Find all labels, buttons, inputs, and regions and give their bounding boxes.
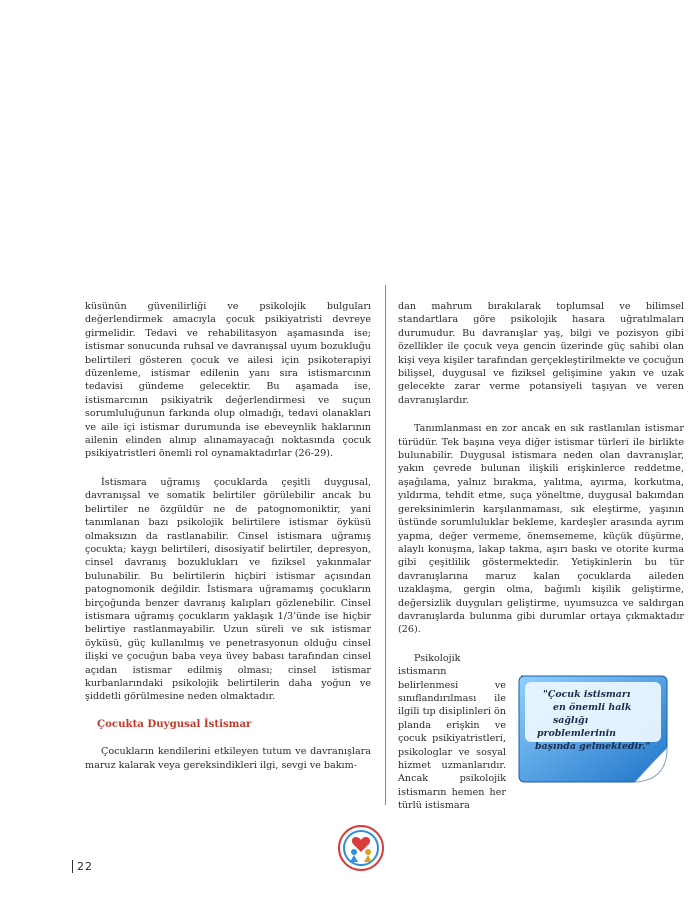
paragraph: Çocukların kendilerini etkileyen tutum ve davranışlara maruz kalarak veya gereksindikleri ilgi, sevgi ve bakım- — [85, 746, 371, 771]
left-column — [85, 300, 371, 772]
paragraph: İstismara uğramış çocuklarda çeşitli duygusal, davranışsal ve somatik belirtiler görülebilir ancak bu belirtiler ne özgüldür ne de patognomoniktir, yani tanımlanan bazı psikolojik belirtilere istismar öyküsü olmaksızın da rastlanabilir. Cinsel istismara uğramış çocukta; kaygı belirtileri, disosiyatif belirtiler, depresyon, cinsel davranış bozuklukları ve fiziksel yakınmalar bulunabilir. Bu belirtilerin hiçbiri istismar açısından patognomonik değildir. İstismara uğramamış çocukların birçoğunda benzer davranış kalıpları gözlenebilir. Cinsel istismara uğramış çocukların yaklaşık 1/3’ünde ise hiçbir belirtiye rastlanmayabilir. Uzun süreli ve sık istismar öyküsü, güç kullanılmış ve penetrasyonun olduğu cinsel ilişki ve çocuğun baba veya üvey babası tarafından cinsel açıdan istismar edilmiş olması; cinsel istismar kurbanlarındaki psikolojik belirtilerin daha yoğun ve şiddetli görülmesine neden olmaktadır. — [85, 476, 371, 703]
page-number: 22 — [72, 860, 93, 873]
sticker-quote-line: başında gelmektedir." — [535, 741, 651, 752]
organization-logo — [335, 822, 387, 874]
quote-sticker — [511, 668, 669, 786]
sticker-quote-line: problemlerinin — [537, 728, 616, 739]
paragraph: Tanımlanması en zor ancak en sık rastlanılan istismar türüdür. Tek başına veya diğer istismar türleri ile birlikte bulunabilir. Duygusal istismara neden olan davranışlar, yakın çevrede bulunan ilişkili erişkinlerce reddetme, aşağılama, yalnız bırakma, yalıtma, ayırma, korkutma, yıldırma, tehdit etme, suça yöneltme, duygusal bakımdan gereksinimlerin karşılanmaması, sık eleştirme, yaşının üstünde sorumluluklar bekleme, kardeşler arasında ayrım yapma, değer vermeme, önemsememe, küçük düşürme, alaylı konuşma, lakap takma, aşırı baskı ve otorite kurma gibi çeşitlilik göstermektedir. Yetişkinlerin bu tür davranışlarına maruz kalan çocuklarda aileden uzaklaşma, gergin olma, bağımlı kişilik geliştirme, değersizlik duyguları geliştirme, uyumsuzca ve saldırgan davranışlarda bulunma gibi durumlar ortaya çıkmaktadır (26). — [398, 423, 684, 636]
sticker-quote-line: "Çocuk istismarı — [543, 689, 631, 700]
paragraph: dan mahrum bırakılarak toplumsal ve bilimsel standartlara göre psikolojik hasara uğratılmaları durumudur. Bu davranışlar yaş, bilgi ve pozisyon gibi özellikler ile çocuk veya gencin üzerinde güç sahibi olan kişi veya kişiler tarafından gerçekleştirilmekte ve çocuğun bilişsel, duygusal ve fiziksel gelişimine yakın ve uzak gelecekte zarar verme potansiyeli taşıyan ve veren davranışlardır. — [398, 301, 684, 406]
sticker-quote-line: en önemli halk sağlığı — [553, 702, 632, 726]
paragraph: Psikolojik istismarın belirlenmesi ve sınıflandırılması ile ilgili tıp disiplinleri ön planda erişkin ve çocuk psikiyatristleri, psikologlar ve sosyal hizmet uzmanlarıdır. Ancak psikolojik istismarın hemen her türlü istismara — [398, 652, 506, 812]
column-divider — [385, 285, 386, 805]
paragraph: küsünün güvenilirliği ve psikolojik bulguları değerlendirmek amacıyla çocuk psikiyatristi devreye girmelidir. Tedavi ve rehabilitasyon aşamasında ise; istismar sonucunda ruhsal ve davranışsal uyum bozukluğu belirtileri gösteren çocuk ve ailesi için psikoterapiyi düzenleme, istismar edilenin yanı sıra istismarcının tedavisi gündeme gelecektir. Bu aşamada ise, istismarcının psikiyatrik değerlendirmesi ve suçun sorumluluğunun farkında olup olmadığı, tedavi olanakları ve aile içi istismar durumunda ise ebeveynlik haklarının ailenin elinden alınıp alınamayacağı noktasında çocuk psikiyatristleri önemli rol oynamaktadırlar (26-29). — [85, 301, 371, 460]
section-heading: Çocukta Duygusal İstismar — [97, 717, 252, 730]
